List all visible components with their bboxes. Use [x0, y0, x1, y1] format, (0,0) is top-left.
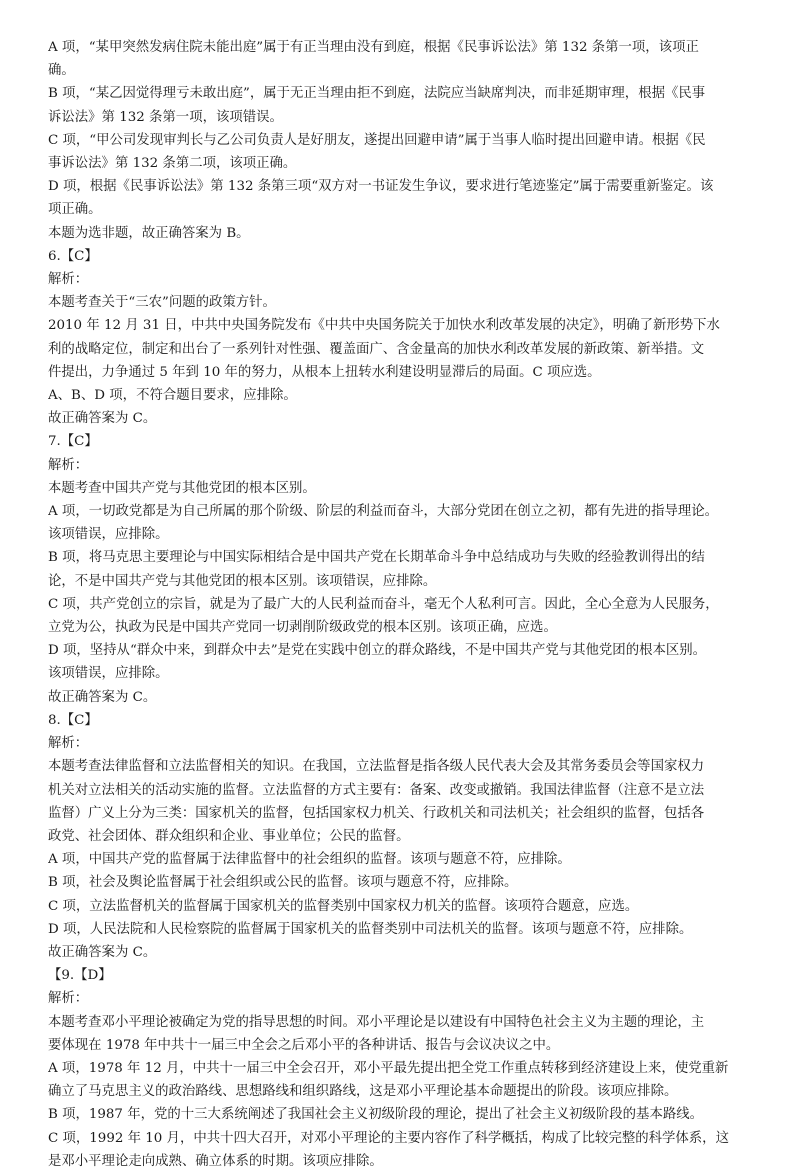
text-line: 【9.【D】: [48, 968, 112, 984]
text-line: D 项，坚持从“群众中来，到群众中去”是党在实践中创立的群众路线，不是中国共产党与其他党团的根本区别。: [48, 643, 707, 659]
text-line: 7.【C】: [48, 434, 98, 450]
text-line: 解析：: [48, 272, 89, 288]
text-line: 机关对立法相关的活动实施的监督。立法监督的方式主要有：备案、改变或撤销。我国法律监督（注意不是立法: [48, 782, 705, 798]
text-line: 项正确。: [48, 202, 102, 218]
text-line: 解析：: [48, 991, 89, 1007]
text-line: 故正确答案为 C。: [48, 689, 157, 705]
text-line: 立党为公，执政为民是中国共产党同一切剥削阶级政党的根本区别。该项正确，应选。: [48, 620, 557, 636]
text-line: 本题考查邓小平理论被确定为党的指导思想的时间。邓小平理论是以建设有中国特色社会主义为主题的理论，主: [48, 1014, 705, 1030]
text-line: A 项，“某甲突然发病住院未能出庭”属于有正当理由没有到庭，根据《民事诉讼法》第 132 条第一项，该项正: [48, 40, 699, 55]
text-line: C 项，1992 年 10 月，中共十四大召开，对邓小平理论的主要内容作了科学概括，构成了比较完整的科学体系，这: [48, 1130, 729, 1146]
text-line: 论，不是中国共产党与其他党团的根本区别。该项错误，应排除。: [48, 573, 437, 589]
text-line: 是邓小平理论走向成熟、确立体系的时期。该项应排除。: [48, 1153, 383, 1169]
text-line: D 项，人民法院和人民检察院的监督属于国家机关的监督类别中司法机关的监督。该项与题意不符，应排除。: [48, 921, 693, 937]
text-line: 故正确答案为 C。: [48, 411, 157, 427]
text-line: 本题为选非题，故正确答案为 B。: [48, 225, 250, 241]
text-line: 8.【C】: [48, 712, 98, 728]
text-line: B 项，“某乙因觉得理亏未敢出庭”，属于无正当理由拒不到庭，法院应当缺席判决，而非延期审理，根据《民事: [48, 86, 706, 102]
text-line: 解析：: [48, 736, 89, 752]
text-line: D 项，根据《民事诉讼法》第 132 条第三项“双方对一书证发生争议，要求进行笔迹鉴定”属于需要重新鉴定。该: [48, 179, 714, 195]
text-line: 本题考查法律监督和立法监督相关的知识。在我国，立法监督是指各级人民代表大会及其常务委员会等国家权力: [48, 759, 705, 775]
text-line: 故正确答案为 C。: [48, 944, 157, 960]
text-line: A 项，1978 年 12 月，中共十一届三中全会召开，邓小平最先提出把全党工作重点转移到经济建设上来，使党重新: [48, 1060, 729, 1076]
text-line: B 项，1987 年，党的十三大系统阐述了我国社会主义初级阶段的理论，提出了社会主义初级阶段的基本路线。: [48, 1107, 704, 1123]
text-line: B 项，将马克思主要理论与中国实际相结合是中国共产党在长期革命斗争中总结成功与失败的经验教训得出的结: [48, 550, 705, 566]
text-line: C 项，共产党创立的宗旨，就是为了最广大的人民利益而奋斗，毫无个人私利可言。因此，全心全意为人民服务，: [48, 596, 719, 612]
text-line: A 项，一切政党都是为自己所属的那个阶级、阶层的利益而奋斗，大部分党团在创立之初，都有先进的指导理论。: [48, 504, 719, 520]
text-line: 该项错误，应排除。: [48, 527, 169, 543]
text-line: 本题考查关于“三农”问题的政策方针。: [48, 295, 276, 311]
text-line: C 项，立法监督机关的监督属于国家机关的监督类别中国家权力机关的监督。该项符合题意，应选。: [48, 898, 639, 914]
text-line: 政党、社会团体、群众组织和企业、事业单位；公民的监督。: [48, 828, 410, 844]
text-line: B 项，社会及舆论监督属于社会组织或公民的监督。该项与题意不符，应排除。: [48, 875, 518, 891]
text-line: A 项，中国共产党的监督属于法律监督中的社会组织的监督。该项与题意不符，应排除。: [48, 852, 571, 868]
text-line: 确。: [48, 63, 75, 79]
text-line: 要体现在 1978 年中共十一届三中全会之后邓小平的各种讲话、报告与会议决议之中。: [48, 1037, 560, 1053]
text-line: C 项，“甲公司发现审判长与乙公司负责人是好朋友，遂提出回避申请”属于当事人临时提出回避申请。根据《民: [48, 132, 706, 148]
text-line: 本题考查中国共产党与其他党团的根本区别。: [48, 480, 316, 496]
text-line: 事诉讼法》第 132 条第二项，该项正确。: [48, 156, 297, 172]
text-line: 利的战略定位，制定和出台了一系列针对性强、覆盖面广、含金量高的加快水利改革发展的新政策、新举措。文: [48, 341, 705, 357]
text-line: 该项错误，应排除。: [48, 666, 169, 682]
text-line: 诉讼法》第 132 条第一项，该项错误。: [48, 109, 283, 125]
text-line: 解析：: [48, 457, 89, 473]
text-line: 确立了马克思主义的政治路线、思想路线和组织路线，这是邓小平理论基本命题提出的阶段。该项应排除。: [48, 1084, 678, 1100]
text-line: 监督）广义上分为三类：国家机关的监督，包括国家权力机关、行政机关和司法机关；社会组织的监督，包括各: [48, 805, 705, 821]
text-line: 6.【C】: [48, 248, 98, 264]
text-line: 件提出，力争通过 5 年到 10 年的努力，从根本上扭转水利建设明显滞后的局面。C 项应选。: [48, 364, 601, 380]
text-line: A、B、D 项，不符合题目要求，应排除。: [48, 388, 297, 404]
text-line: 2010 年 12 月 31 日，中共中央国务院发布《中共中央国务院关于加快水利改革发展的决定》，明确了新形势下水: [48, 318, 720, 334]
